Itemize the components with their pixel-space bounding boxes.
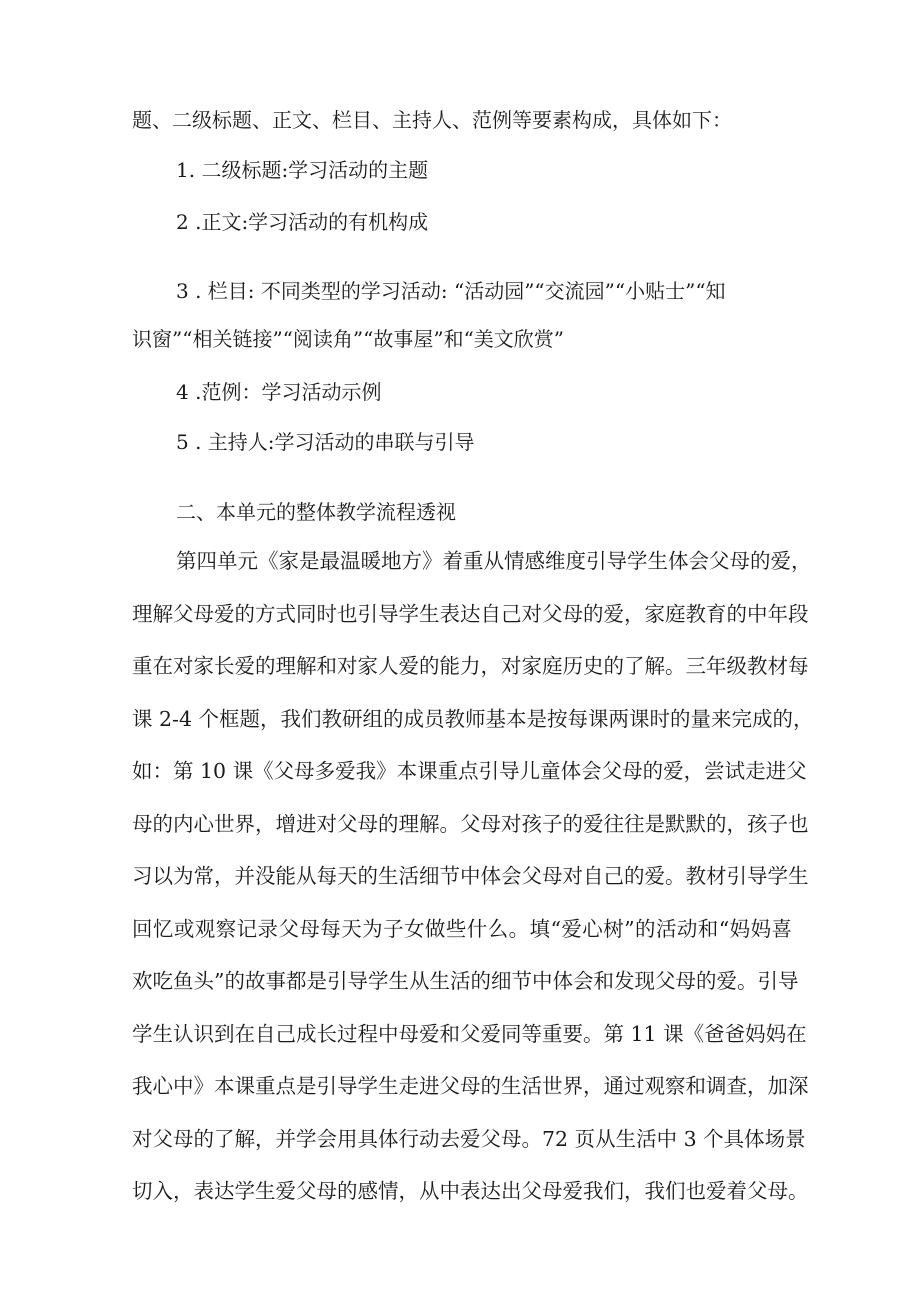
list-item-2: 2 .正文:学习活动的有机构成 [176,210,429,234]
intro-line: 题、二级标题、正文、栏目、主持人、范例等要素构成，具体如下： [132,108,732,132]
body-paragraph [132,549,814,1232]
paragraph-line: 理解父母爱的方式同时也引导学生表达自己对父母的爱，家庭教育的中年段 [132,601,809,626]
paragraph-line: 学生认识到在自己成长过程中母爱和父爱同等重要。第 11 课《爸爸妈妈在 [132,1021,807,1046]
section-heading: 二、本单元的整体教学流程透视 [176,500,456,524]
list-item-3: 3 . 栏目: 不同类型的学习活动: “活动园”“交流园”“小贴士”“知 [176,279,726,303]
paragraph-line: 对父母的了解，并学会用具体行动去爱父母。72 页从生活中 3 个具体场景 [132,1126,806,1151]
list-item-4: 4 .范例：学习活动示例 [176,380,382,404]
paragraph-line: 切入，表达学生爱父母的感情，从中表达出父母爱我们，我们也爱着父母。 [132,1179,809,1203]
list-item-3-continued: 识窗”“相关链接”“阅读角”“故事屋”和“美文欣赏” [132,327,565,351]
paragraph-line: 习以为常，并没能从每天的生活细节中体会父母对自己的爱。教材引导学生 [132,864,809,888]
paragraph-line: 我心中》本课重点是引导学生走进父母的生活世界，通过观察和调查，加深 [132,1074,809,1098]
paragraph-line: 重在对家长爱的理解和对家人爱的能力，对家庭历史的了解。三年级教材每 [132,654,809,678]
paragraph-line: 如：第 10 课《父母多爱我》本课重点引导儿童体会父母的爱，尝试走进父 [132,759,807,783]
list-item-5: 5 . 主持人:学习活动的串联与引导 [176,430,475,454]
paragraph-line: 欢吃鱼头”的故事都是引导学生从生活的细节中体会和发现父母的爱。引导 [132,969,799,993]
paragraph-line: 第四单元《家是最温暖地方》着重从情感维度引导学生体会父母的爱， [176,549,812,573]
paragraph-line: 课 2-4 个框题，我们教研组的成员教师基本是按每课两课时的量来完成的， [132,706,814,731]
paragraph-line: 回忆或观察记录父母每天为子女做些什么。填“爱心树”的活动和“妈妈喜 [132,916,792,941]
paragraph-line: 母的内心世界，增进对父母的理解。父母对孩子的爱往往是默默的，孩子也 [132,811,809,836]
list-item-1: 1. 二级标题:学习活动的主题 [176,158,429,182]
